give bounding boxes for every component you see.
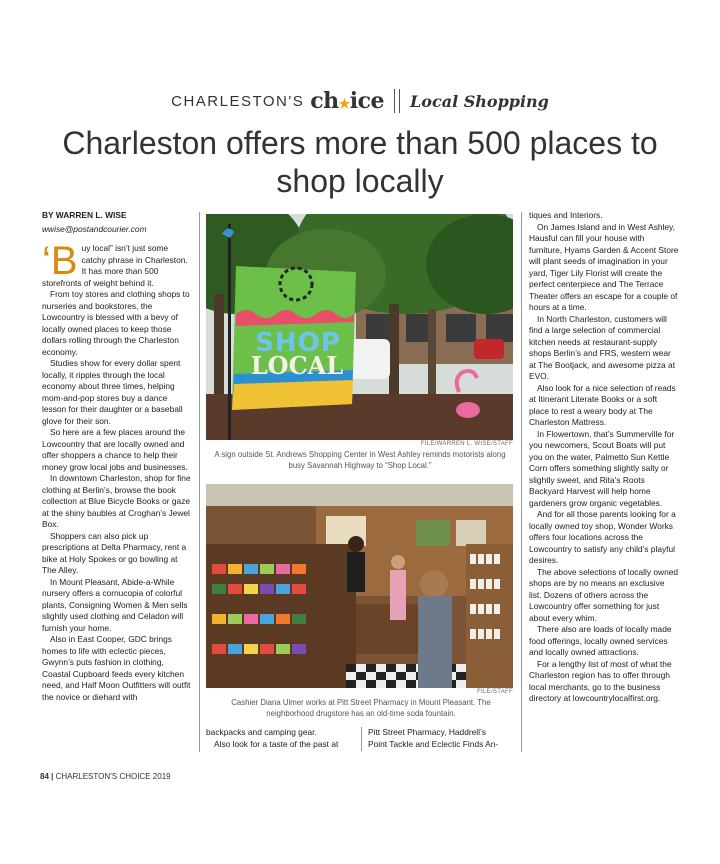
photo-credit: FILE/STAFF <box>477 689 513 695</box>
paragraph: So here are a few places around the Lowcountry that are locally owned and offer shoppers a chance to help their money grow local jobs and businesses. <box>42 427 188 472</box>
column-3 <box>368 727 518 750</box>
paragraph: Also look for a nice selection of reads at Itinerant Literate Books or a soft place to rest a weary body at The Charleston Mattress. <box>529 382 676 427</box>
publication-title: CHARLESTON’S CHOICE 2019 <box>55 772 171 781</box>
paragraph: uy local” isn’t just some catchy phrase in Charleston. It has more than 500 storefronts of weight behind it. <box>42 243 188 288</box>
paragraph: In Flowertown, that’s Summerville for you newcomers, Scout Boats will put you on the water, Palmetto Sun Kettle Corn offers something slightly salty or slightly sweet, and Rita’s Roots Backyard Harvest will help home gardeners grow organic vegetables. <box>529 428 675 508</box>
paragraph: And for all those parents looking for a locally owned toy shop, Wonder Works offers four locations across the Lowcountry to satisfy any child’s playful desires. <box>529 509 676 565</box>
photo-shop-local-sign <box>206 214 513 440</box>
photo-caption: Cashier Diana Ulmer works at Pitt Street Pharmacy in Mount Pleasant. The neighborhood drugstore has an old-time soda fountain. <box>231 698 491 718</box>
masthead-choice-start: ch <box>310 88 339 114</box>
paragraph: The above selections of locally owned shops are by no means an exclusive list. Dozens of others across the Lowcountry offer something for just about every whim. <box>529 566 679 623</box>
column-4 <box>529 210 679 705</box>
masthead-choice <box>310 88 384 114</box>
photo-caption: A sign outside St. Andrews Shopping Center in West Ashley reminds motorists along busy Savannah Highway to “Shop Local.” <box>214 450 506 470</box>
byline: BY WARREN L. WISE <box>42 210 127 220</box>
column-2 <box>206 727 356 750</box>
paragraph: For a lengthy list of most of what the Charleston region has to offer through local merchants, go to the business directory at lowcountrylocalfirst.org. <box>529 658 672 703</box>
page-number: 84 | <box>40 772 54 781</box>
headline: Charleston offers more than 500 places to shop locally <box>62 125 658 199</box>
paragraph-line: Also look for a taste of the past at <box>214 738 339 749</box>
column-rule <box>199 212 200 752</box>
photo-pharmacy-interior <box>206 484 513 688</box>
paragraph: Studies show for every dollar spent locally, it ripples through the local economy about three times, helping mom-and-pop stores buy a dance lesson for their daughter or a baseball glove for their son. <box>42 358 183 426</box>
page-footer <box>40 772 171 781</box>
column-rule <box>521 212 522 752</box>
paragraph-line: Pitt Street Pharmacy, Haddrell’s <box>368 727 486 737</box>
masthead-section: Local Shopping <box>410 91 549 111</box>
paragraph-line: backpacks and camping gear. <box>206 727 317 737</box>
masthead <box>0 84 720 118</box>
paragraph: Shoppers can also pick up prescriptions at Delta Pharmacy, rent a bike at Holy Spokes or go bowling at The Alley. <box>42 530 187 575</box>
paragraph: In Mount Pleasant, Abide-a-While nursery offers a cornucopia of colorful plants, Consigning Women & Men sells slightly used clothing and Celadon will furnish your home. <box>42 576 188 633</box>
author-email[interactable]: wwise@postandcourier.com <box>42 223 147 234</box>
flag-text-shop: SHOP <box>255 328 341 358</box>
masthead-divider <box>394 89 400 113</box>
paragraph: From toy stores and clothing shops to nurseries and bookstores, the Lowcountry is blessed with a bevy of locally owned places to keep those dollars rolling through the Charleston economy. <box>42 289 190 357</box>
paragraph: There also are loads of locally made food offerings, locally owned services and locally owned attractions. <box>529 624 672 657</box>
photo-credit: FILE/WARREN L. WISE/STAFF <box>420 441 513 447</box>
paragraph: In downtown Charleston, shop for fine clothing at Berlin’s, browse the book collection at Blue Bicycle Books or gaze at the shiny baubles at Croghan’s Jewel Box. <box>42 473 191 529</box>
column-rule <box>361 727 362 751</box>
paragraph: In North Charleston, customers will find a large selection of commercial kitchen needs at restaurant-supply shops Berlin’s and FRS, western wear at The Bootjack, and awesome pizza at EVO. <box>529 313 676 381</box>
photo-shop-local-illustration <box>206 214 513 440</box>
star-icon: ★ <box>338 97 350 112</box>
column-1 <box>42 210 192 703</box>
masthead-series: CHARLESTON'S <box>171 92 305 110</box>
drop-cap: ‘B <box>42 239 78 283</box>
photo-pharmacy-illustration <box>206 484 513 688</box>
paragraph: Also in East Cooper, GDC brings homes to life with eclectic pieces, Gwynn’s puts fashion in clothing, Coastal Cupboard feeds every kitchen need, and Half Moon Outfitters will outfit the novice or diehard with <box>42 634 191 702</box>
paragraph: tiques and Interiors. <box>529 210 603 220</box>
paragraph-line: Point Tackle and Eclectic Finds An- <box>368 738 499 749</box>
paragraph: On James Island and in West Ashley, Hausful can fill your house with furniture, Hyams Garden & Accent Store will plant seeds of imagination in your yard, Tiger Lily Florist will create the perfect centerpiece and The Terrace Theater offers an escape for a couple of hours at a time. <box>529 221 679 312</box>
masthead-choice-end: ice <box>349 88 385 114</box>
flag-text-local: LOCAL <box>250 351 344 380</box>
